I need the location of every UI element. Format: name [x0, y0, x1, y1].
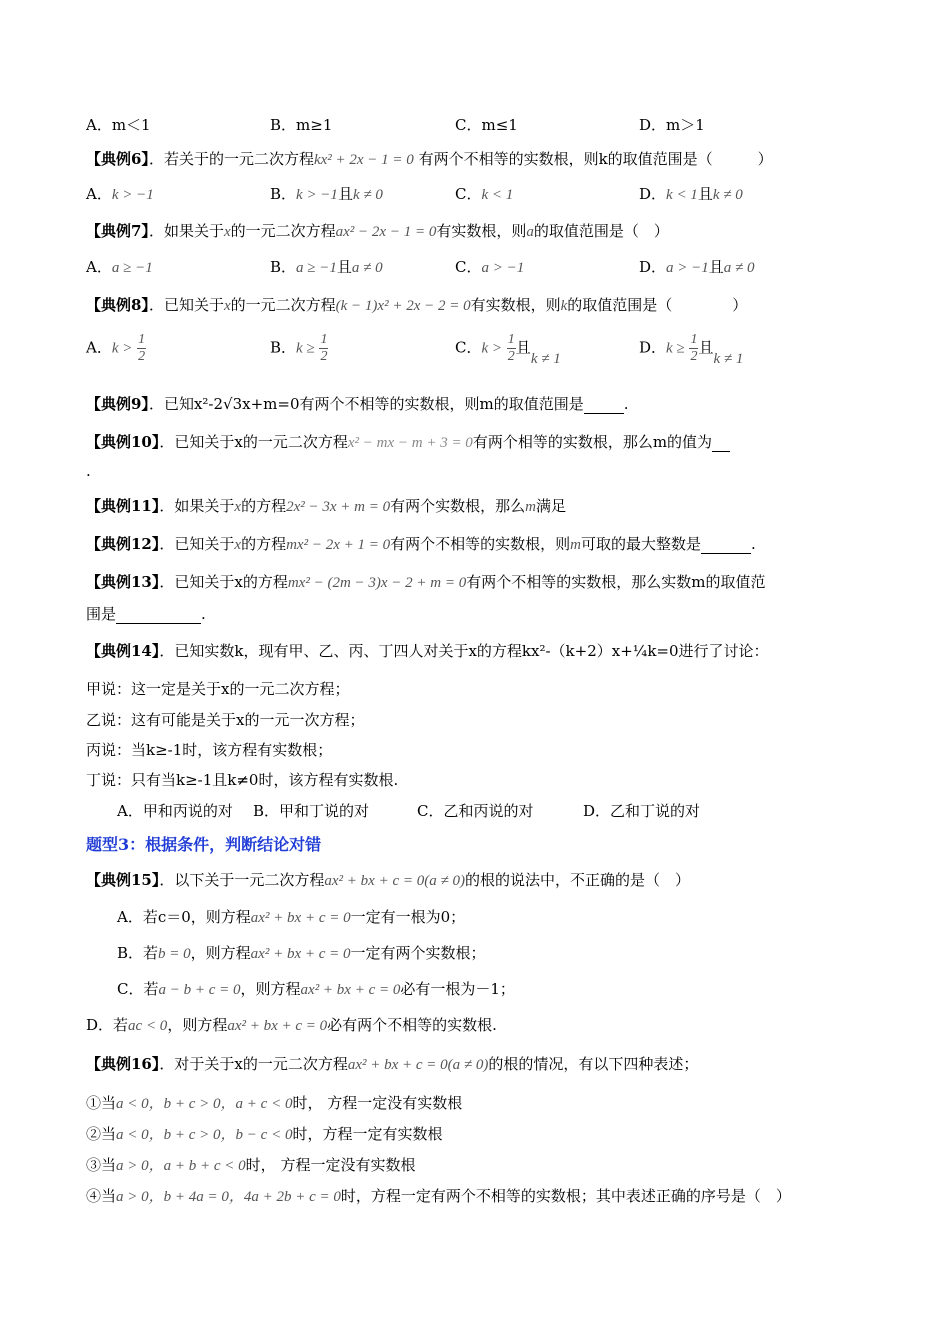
question-13-cont: 围是 .: [86, 605, 206, 623]
question-15: 【典例15】．以下关于一元二次方程ax² + bx + c = 0(a ≠ 0)的根的说法中，不正确的是（ ）: [86, 871, 690, 889]
option-a: A．k > $\frac{1}{2}$: [86, 332, 146, 364]
option-a: A．k > −1: [86, 185, 154, 203]
question-text: 有两个不相等的实数根，则k的取值范围是（ ）: [413, 150, 773, 168]
option-c: C．a > −1: [455, 258, 525, 276]
question-9: 【典例9】．已知x²-2√3x+m=0有两个不相等的实数根，则m的取值范围是 .: [86, 395, 629, 413]
statement-yi: 乙说：这有可能是关于x的一元一次方程；: [86, 711, 365, 729]
option-c: C．乙和丙说的对: [417, 802, 534, 820]
statement-3: ③当a > 0，a + b + c < 0时， 方程一定没有实数根: [86, 1156, 416, 1174]
option-b: B．k ≥ $\frac{1}{2}$: [270, 332, 328, 364]
option-d: D．k ≥ $\frac{1}{2}$ 且k ≠ 1: [639, 332, 744, 367]
question-6: [86, 148, 773, 169]
option-d: D．乙和丁说的对: [583, 802, 701, 820]
option-a: A．m＜1: [86, 116, 151, 134]
option-b: B．若b = 0，则方程ax² + bx + c = 0一定有两个实数根；: [117, 944, 486, 962]
question-tag: 【典例6】: [86, 150, 149, 168]
option-b: B．a ≥ −1且a ≠ 0: [270, 258, 383, 276]
option-a: A．若c＝0，则方程ax² + bx + c = 0一定有一根为0；: [117, 908, 466, 926]
question-8: 【典例8】．已知关于x的一元二次方程(k − 1)x² + 2x − 2 = 0有实数根，则k的取值范围是（ ）: [86, 296, 748, 314]
statement-2: ②当a < 0，b + c > 0，b − c < 0时，方程一定有实数根: [86, 1125, 443, 1143]
equation: kx² + 2x − 1 = 0: [313, 152, 414, 168]
question-12: 【典例12】．已知关于x的方程mx² − 2x + 1 = 0有两个不相等的实数根，则m可取的最大整数是 .: [86, 535, 756, 553]
option-c: C．若a − b + c = 0，则方程ax² + bx + c = 0必有一根为－1；: [117, 980, 515, 998]
option-b: B．m≥1: [270, 116, 333, 134]
statement-1: ①当a < 0，b + c > 0，a + c < 0时， 方程一定没有实数根: [86, 1094, 463, 1112]
option-c: C．m≤1: [455, 116, 518, 134]
statement-ding: 丁说：只有当k≥-1且k≠0时，该方程有实数根.: [86, 771, 399, 789]
option-a: A．a ≥ −1: [86, 258, 153, 276]
question-text: ．若关于的一元二次方程: [148, 150, 314, 168]
option-c: C．k > $\frac{1}{2}$ 且k ≠ 1: [455, 332, 561, 367]
statement-4: ④当a > 0，b + 4a = 0，4a + 2b + c = 0时，方程一定有两个不相等的实数根；其中表述正确的序号是（ ）: [86, 1187, 791, 1205]
question-10: 【典例10】．已知关于x的一元二次方程x² − mx − m + 3 = 0有两个相等的实数根，那么m的值为: [86, 431, 730, 452]
option-a: A．甲和丙说的对: [117, 802, 233, 820]
option-d: D．a > −1且a ≠ 0: [639, 258, 755, 276]
question-11: 【典例11】．如果关于x的方程2x² − 3x + m = 0有两个实数根，那么m满足: [86, 497, 566, 515]
option-c: C．k < 1: [455, 185, 514, 203]
option-b: B．k > −1且k ≠ 0: [270, 185, 383, 203]
option-d: D．m＞1: [639, 116, 705, 134]
option-b: B．甲和丁说的对: [253, 802, 370, 820]
option-d: D．k < 1且k ≠ 0: [639, 185, 743, 203]
statement-bing: 丙说：当k≥-1时，该方程有实数根；: [86, 741, 333, 759]
question-13: 【典例13】．已知关于x的方程mx² − (2m − 3)x − 2 + m = 0有两个不相等的实数根，那么实数m的取值范: [86, 573, 766, 591]
statement-jia: 甲说：这一定是关于x的一元二次方程；: [86, 680, 350, 698]
section-heading: 题型3：根据条件，判断结论对错: [86, 835, 322, 854]
question-16: 【典例16】．对于关于x的一元二次方程ax² + bx + c = 0(a ≠ 0)的根的情况，有以下四种表述；: [86, 1055, 699, 1073]
option-d: D．若ac < 0，则方程ax² + bx + c = 0必有两个不相等的实数根.: [86, 1016, 497, 1034]
question-7: 【典例7】．如果关于x的一元二次方程ax² − 2x − 1 = 0有实数根，则a的取值范围是（ ）: [86, 222, 669, 240]
question-14: 【典例14】．已知实数k，现有甲、乙、丙、丁四人对关于x的方程kx²-（k+2）x+¼k=0进行了讨论：: [86, 642, 769, 660]
question-10-end: .: [86, 462, 91, 480]
